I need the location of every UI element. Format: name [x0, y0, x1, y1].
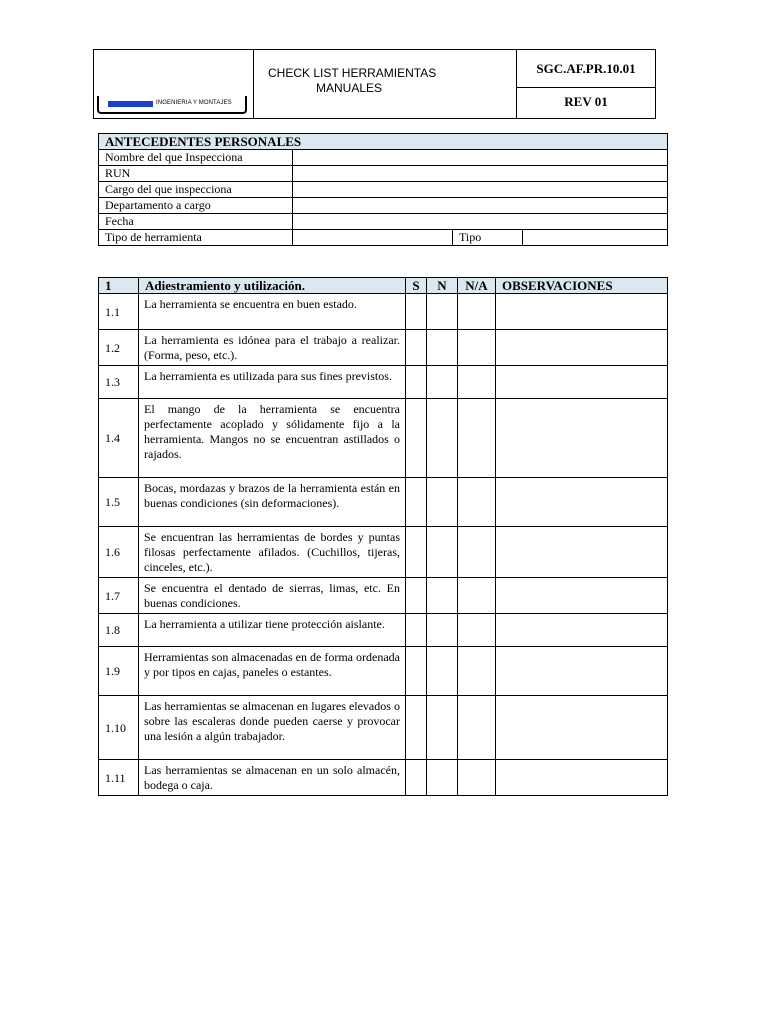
field-date-input[interactable] [293, 214, 668, 230]
check-cell-n[interactable] [427, 399, 458, 478]
item-description: La herramienta es utilizada para sus fines previstos. [139, 366, 406, 399]
check-cell-na[interactable] [458, 399, 496, 478]
checklist-row [99, 760, 668, 796]
check-cell-na[interactable] [458, 330, 496, 366]
item-description: Bocas, mordazas y brazos de la herramienta están en buenas condiciones (sin deformaciones). [139, 478, 406, 527]
check-cell-na[interactable] [458, 294, 496, 330]
check-cell-s[interactable] [406, 614, 427, 647]
check-cell-s[interactable] [406, 760, 427, 796]
column-header-observations: OBSERVACIONES [496, 278, 668, 294]
personal-info-heading: ANTECEDENTES PERSONALES [99, 134, 668, 150]
item-number: 1.2 [99, 330, 139, 366]
check-cell-s[interactable] [406, 696, 427, 760]
check-cell-n[interactable] [427, 578, 458, 614]
company-name: INGENIERIA Y MONTAJES [156, 100, 232, 106]
item-number: 1.6 [99, 527, 139, 578]
check-cell-n[interactable] [427, 330, 458, 366]
check-cell-na[interactable] [458, 614, 496, 647]
check-cell-n[interactable] [427, 614, 458, 647]
field-label-date: Fecha [99, 214, 293, 230]
item-number: 1.3 [99, 366, 139, 399]
observation-cell[interactable] [496, 330, 668, 366]
observation-cell[interactable] [496, 578, 668, 614]
document-header [93, 49, 656, 119]
field-label-run: RUN [99, 166, 293, 182]
item-description: La herramienta a utilizar tiene protección aislante. [139, 614, 406, 647]
checklist-row [99, 696, 668, 760]
check-cell-na[interactable] [458, 527, 496, 578]
check-cell-s[interactable] [406, 330, 427, 366]
field-label-position: Cargo del que inspecciona [99, 182, 293, 198]
check-cell-n[interactable] [427, 647, 458, 696]
item-description: El mango de la herramienta se encuentra perfectamente acoplado y sólidamente fijo a la herramienta. Mangos no se encuentran astillados o rajados. [139, 399, 406, 478]
checklist-row [99, 294, 668, 330]
observation-cell[interactable] [496, 696, 668, 760]
field-tipo-input[interactable] [523, 230, 668, 246]
checklist-row [99, 330, 668, 366]
observation-cell[interactable] [496, 366, 668, 399]
check-cell-n[interactable] [427, 527, 458, 578]
check-cell-na[interactable] [458, 647, 496, 696]
column-header-n: N [427, 278, 458, 294]
check-cell-s[interactable] [406, 399, 427, 478]
checklist-row [99, 614, 668, 647]
observation-cell[interactable] [496, 647, 668, 696]
observation-cell[interactable] [496, 614, 668, 647]
item-description: Las herramientas se almacenan en un solo almacén, bodega o caja. [139, 760, 406, 796]
check-cell-na[interactable] [458, 478, 496, 527]
company-logo [94, 50, 254, 118]
checklist-row [99, 478, 668, 527]
personal-info-table [98, 133, 668, 246]
check-cell-s[interactable] [406, 647, 427, 696]
field-label-department: Departamento a cargo [99, 198, 293, 214]
observation-cell[interactable] [496, 294, 668, 330]
logo-bar [108, 101, 153, 107]
item-description: Las herramientas se almacenan en lugares elevados o sobre las escaleras donde pueden caerse y provocar una lesión a algún trabajador. [139, 696, 406, 760]
field-position-input[interactable] [293, 182, 668, 198]
checklist-row [99, 366, 668, 399]
observation-cell[interactable] [496, 760, 668, 796]
item-number: 1.7 [99, 578, 139, 614]
check-cell-s[interactable] [406, 578, 427, 614]
document-revision: REV 01 [564, 94, 608, 109]
observation-cell[interactable] [496, 399, 668, 478]
checklist-header-row [99, 278, 668, 294]
item-number: 1.11 [99, 760, 139, 796]
check-cell-na[interactable] [458, 578, 496, 614]
section-number: 1 [99, 278, 139, 294]
checklist-table [98, 277, 668, 796]
observation-cell[interactable] [496, 478, 668, 527]
checklist-row [99, 578, 668, 614]
check-cell-n[interactable] [427, 760, 458, 796]
field-inspector-input[interactable] [293, 150, 668, 166]
document-title [254, 50, 517, 118]
item-description: La herramienta se encuentra en buen estado. [139, 294, 406, 330]
item-description: La herramienta es idónea para el trabajo a realizar. (Forma, peso, etc.). [139, 330, 406, 366]
field-label-inspector: Nombre del que Inspecciona [99, 150, 293, 166]
section-title: Adiestramiento y utilización. [139, 278, 406, 294]
item-description: Se encuentran las herramientas de bordes y puntas filosas perfectamente afilados. (Cuchillos, tijeras, cinceles, etc.). [139, 527, 406, 578]
field-tool-type-input[interactable] [293, 230, 453, 246]
check-cell-na[interactable] [458, 760, 496, 796]
field-department-input[interactable] [293, 198, 668, 214]
item-description: Se encuentra el dentado de sierras, limas, etc. En buenas condiciones. [139, 578, 406, 614]
title-line-1: CHECK LIST HERRAMIENTAS [268, 66, 437, 80]
document-code: SGC.AF.PR.10.01 [517, 50, 655, 88]
item-number: 1.10 [99, 696, 139, 760]
field-label-tool-type: Tipo de herramienta [99, 230, 293, 246]
check-cell-s[interactable] [406, 527, 427, 578]
check-cell-na[interactable] [458, 696, 496, 760]
item-number: 1.8 [99, 614, 139, 647]
item-number: 1.9 [99, 647, 139, 696]
field-run-input[interactable] [293, 166, 668, 182]
check-cell-s[interactable] [406, 294, 427, 330]
field-label-tipo: Tipo [453, 230, 523, 246]
item-description: Herramientas son almacenadas en de forma ordenada y por tipos en cajas, paneles o estantes. [139, 647, 406, 696]
checklist-row [99, 647, 668, 696]
check-cell-na[interactable] [458, 366, 496, 399]
column-header-s: S [406, 278, 427, 294]
column-header-na: N/A [458, 278, 496, 294]
checklist-row [99, 399, 668, 478]
check-cell-n[interactable] [427, 696, 458, 760]
check-cell-n[interactable] [427, 366, 458, 399]
title-line-2: MANUALES [316, 81, 383, 95]
item-number: 1.4 [99, 399, 139, 478]
observation-cell[interactable] [496, 527, 668, 578]
check-cell-s[interactable] [406, 366, 427, 399]
check-cell-n[interactable] [427, 294, 458, 330]
checklist-row [99, 527, 668, 578]
item-number: 1.5 [99, 478, 139, 527]
check-cell-n[interactable] [427, 478, 458, 527]
check-cell-s[interactable] [406, 478, 427, 527]
item-number: 1.1 [99, 294, 139, 330]
